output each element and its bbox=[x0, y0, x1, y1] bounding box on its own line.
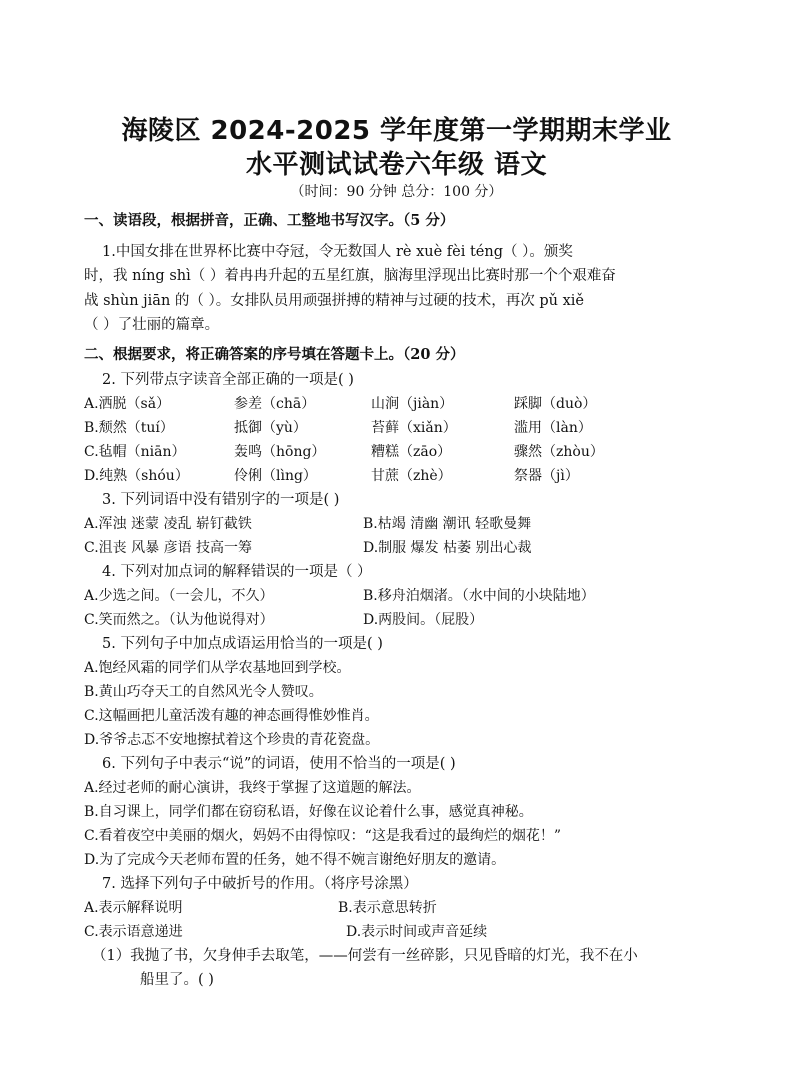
option-cell: B.枯竭 清幽 潮讯 轻歌曼舞 bbox=[363, 516, 532, 532]
option-cell: C.毡帽（niān） bbox=[84, 444, 186, 460]
question-7-subquestion-1: （1）我抛了书，欠身伸手去取笔，——何尝有一丝碎影，只见昏暗的灯光，我不在小 bbox=[92, 948, 638, 964]
question-5-option: D.爷爷忐忑不安地擦拭着这个珍贵的青花瓷盘。 bbox=[84, 732, 380, 748]
option-cell: 抵御（yù） bbox=[234, 420, 307, 436]
question-4: 4. 下列对加点词的解释错误的一项是（ ） bbox=[102, 564, 372, 580]
option-cell: 参差（chā） bbox=[234, 396, 316, 412]
question-7-subquestion-1-cont: 船里了。( ) bbox=[140, 972, 214, 988]
option-cell: C.表示语意递进 bbox=[84, 924, 183, 940]
question-2: 2. 下列带点字读音全部正确的一项是( ) bbox=[102, 372, 354, 388]
option-cell: 糟糕（zāo） bbox=[371, 444, 452, 460]
option-cell: C.笑而然之。（认为他说得对） bbox=[84, 612, 274, 628]
option-cell: 踩脚（duò） bbox=[514, 396, 597, 412]
question-6-option: B.自习课上，同学们都在窃窃私语，好像在议论着什么事，感觉真神秘。 bbox=[84, 804, 533, 820]
question-2-option-row bbox=[84, 394, 724, 414]
option-cell: 甘蔗（zhè） bbox=[371, 468, 452, 484]
question-6: 6. 下列句子中表示“说”的词语，使用不恰当的一项是( ) bbox=[102, 756, 456, 772]
option-cell: A.洒脱（sǎ） bbox=[84, 396, 171, 412]
option-cell: B.表示意思转折 bbox=[338, 900, 437, 916]
exam-subtitle: （时间：90 分钟 总分：100 分） bbox=[290, 184, 503, 200]
option-cell: B.移舟泊烟渚。（水中间的小块陆地） bbox=[363, 588, 595, 604]
exam-title-line2: 水平测试试卷六年级 语文 bbox=[245, 150, 548, 180]
option-cell: 滥用（làn） bbox=[514, 420, 592, 436]
question-6-option: D.为了完成今天老师布置的任务，她不得不婉言谢绝好朋友的邀请。 bbox=[84, 852, 506, 868]
section1-paragraph-line: 战 shùn jiān 的（ ）。女排队员用顽强拼搏的精神与过硬的技术，再次 pǔ xiě bbox=[84, 293, 584, 309]
section1-paragraph-line: （ ）了壮丽的篇章。 bbox=[84, 317, 220, 333]
option-cell: A.少选之间。（一会儿，不久） bbox=[84, 588, 274, 604]
question-3-option-row bbox=[84, 514, 724, 534]
exam-title-line1: 海陵区 2024-2025 学年度第一学期期末学业 bbox=[121, 116, 672, 146]
option-cell: D.制服 爆发 枯萎 别出心裁 bbox=[363, 540, 532, 556]
section1-paragraph-line: 时，我 níng shì（ ）着冉冉升起的五星红旗，脑海里浮现出比赛时那一个个艰难奋 bbox=[84, 268, 616, 284]
question-7-option-row bbox=[84, 922, 724, 942]
option-cell: C.沮丧 风暴 彦语 技高一筹 bbox=[84, 540, 253, 556]
question-5: 5. 下列句子中加点成语运用恰当的一项是( ) bbox=[102, 636, 383, 652]
section2-heading: 二、根据要求，将正确答案的序号填在答题卡上。（20 分） bbox=[84, 346, 465, 363]
question-3: 3. 下列词语中没有错别字的一项是( ) bbox=[102, 492, 340, 508]
question-4-option-row bbox=[84, 610, 724, 630]
option-cell: D.纯熟（shóu） bbox=[84, 468, 189, 484]
option-cell: 苔藓（xiǎn） bbox=[371, 420, 457, 436]
question-5-option: C.这幅画把儿童活泼有趣的神态画得惟妙惟肖。 bbox=[84, 708, 379, 724]
section1-heading: 一、读语段，根据拼音，正确、工整地书写汉字。（5 分） bbox=[84, 212, 455, 229]
option-cell: D.表示时间或声音延续 bbox=[346, 924, 488, 940]
question-7: 7. 选择下列句子中破折号的作用。（将序号涂黑） bbox=[102, 876, 418, 892]
option-cell: A.浑浊 迷蒙 凌乱 崭钉截铁 bbox=[84, 516, 252, 532]
option-cell: B.颓然（tuí） bbox=[84, 420, 174, 436]
question-5-option: A.饱经风霜的同学们从学农基地回到学校。 bbox=[84, 660, 351, 676]
option-cell: 祭器（jì） bbox=[514, 468, 579, 484]
question-3-option-row bbox=[84, 538, 724, 558]
option-cell: 骤然（zhòu） bbox=[514, 444, 604, 460]
question-2-option-row bbox=[84, 466, 724, 486]
option-cell: A.表示解释说明 bbox=[84, 900, 183, 916]
question-6-option: C.看着夜空中美丽的烟火，妈妈不由得惊叹：“这是我看过的最绚烂的烟花！” bbox=[84, 828, 561, 844]
option-cell: D.两股间。（屁股） bbox=[363, 612, 484, 628]
question-2-option-row bbox=[84, 442, 724, 462]
section1-paragraph-line: 1.中国女排在世界杯比赛中夺冠，令无数国人 rè xuè fèi téng（ ）。颁奖 bbox=[102, 244, 573, 260]
question-5-option: B.黄山巧夺天工的自然风光令人赞叹。 bbox=[84, 684, 323, 700]
question-4-option-row bbox=[84, 586, 724, 606]
question-2-option-row bbox=[84, 418, 724, 438]
question-7-option-row bbox=[84, 898, 724, 918]
option-cell: 山涧（jiàn） bbox=[371, 396, 454, 412]
option-cell: 轰鸣（hōng） bbox=[234, 444, 326, 460]
option-cell: 伶俐（lìng） bbox=[234, 468, 317, 484]
question-6-option: A.经过老师的耐心演讲，我终于掌握了这道题的解法。 bbox=[84, 780, 421, 796]
